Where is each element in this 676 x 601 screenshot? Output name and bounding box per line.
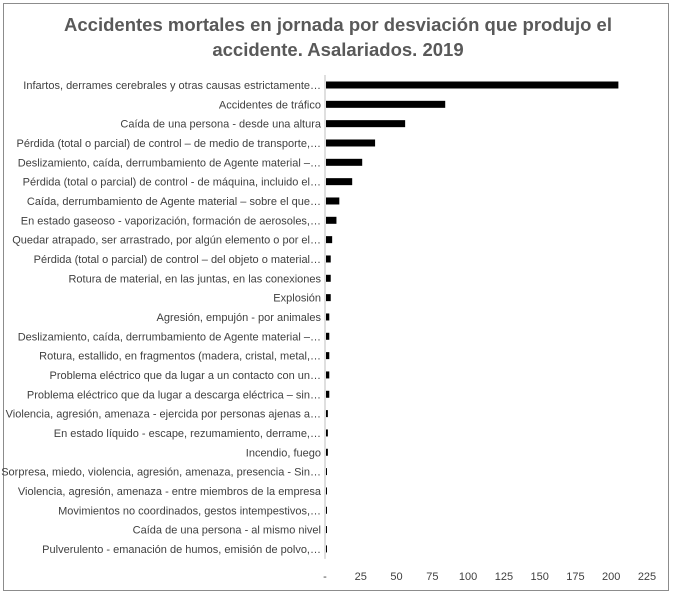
x-tick-label: 125 [494,571,514,583]
category-label: Caída de una persona - desde una altura [120,118,321,131]
category-label: Pérdida (total o parcial) de control – del objeto o material… [33,253,321,266]
bar [326,449,328,456]
category-label: Incendio, fuego [245,447,321,460]
category-label: Quedar atrapado, ser arrastrado, por algún elemento o por el… [12,234,321,247]
category-label: Violencia, agresión, amenaza - ejercida por personas ajenas a… [5,408,321,421]
x-tick-label: - [323,571,327,583]
category-label: Problema eléctrico que da lugar a un contacto con un… [49,369,321,382]
category-label: Pérdida (total o parcial) de control - de máquina, incluido el… [22,176,321,189]
bar [326,101,445,108]
bar [326,120,405,127]
category-label: Deslizamiento, caída, derrumbamiento de Agente material –… [17,157,321,170]
bar [326,197,339,204]
category-label: Infartos, derrames cerebrales y otras causas estrictamente… [23,80,321,92]
bar [326,333,329,340]
bar [326,236,332,243]
bar [326,468,327,475]
bar [326,487,327,494]
x-tick-label: 50 [390,571,403,583]
category-label: En estado líquido - escape, rezumamiento, derrame,… [53,427,321,440]
bar [326,352,329,359]
x-tick-label: 100 [458,571,478,583]
bar [326,178,352,185]
x-tick-label: 75 [426,571,439,583]
category-label: Rotura de material, en las juntas, en las conexiones [68,273,321,286]
x-tick-label: 200 [602,571,621,583]
bar [326,526,327,533]
bar [326,217,336,224]
bar [326,410,328,417]
chart-title-line2: accidente. Asalariados. 2019 [212,39,464,60]
category-label: Pulverulento - emanación de humos, emisión de polvo,… [42,543,321,556]
bar [326,294,331,301]
category-label: Rotura, estallido, en fragmentos (madera, cristal, metal,… [39,350,321,363]
x-tick-label: 225 [637,571,657,583]
category-label: Caída de una persona - al mismo nivel [132,524,321,537]
category-label: Caída, derrumbamiento de Agente material – sobre el que… [26,195,321,208]
bar [326,275,331,282]
category-label: Pérdida (total o parcial) de control – de medio de transporte,… [16,137,321,150]
category-label: Violencia, agresión, amenaza - entre miembros de la empresa [17,485,321,498]
bar [326,159,362,166]
bar [326,545,327,552]
bar [326,371,329,378]
category-label: Accidentes de tráfico [218,99,321,112]
category-label: Agresión, empujón - por animales [156,311,321,324]
category-label: En estado gaseoso - vaporización, formación de aerosoles,… [20,215,321,228]
x-tick-label: 150 [530,571,549,583]
bar [326,391,329,398]
category-label: Problema eléctrico que da lugar a descarga eléctrica – sin… [26,389,321,402]
chart-title-line1: Accidentes mortales en jornada por desviación que produjo el [64,14,612,35]
x-tick-label: 175 [566,571,585,583]
bar [326,313,329,320]
category-label: Sorpresa, miedo, violencia, agresión, amenaza, presencia - Sin… [1,466,321,479]
category-label: Deslizamiento, caída, derrumbamiento de Agente material –… [17,331,321,344]
category-label: Explosión [273,292,321,305]
bar [326,139,375,146]
x-tick-label: 25 [354,571,367,583]
category-label: Movimientos no coordinados, gestos intempestivos,… [58,505,321,518]
bar [326,255,331,262]
bar [326,429,328,436]
bar [326,82,618,89]
bar [326,507,327,514]
